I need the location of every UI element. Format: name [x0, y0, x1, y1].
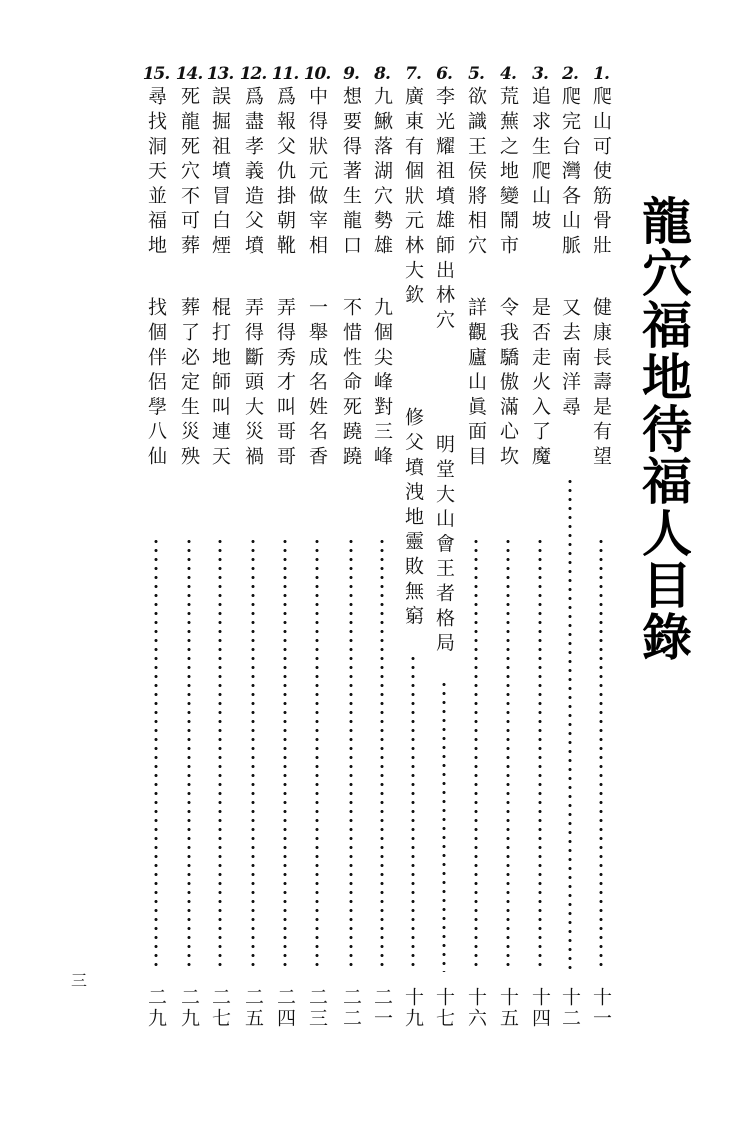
entry-heading: 九鰍落湖穴勢雄: [371, 86, 393, 260]
leader-dots: [442, 680, 446, 972]
entry-subheading: 找個伴侶學八仙: [145, 297, 167, 471]
entry-page-number: 十六: [465, 987, 487, 1029]
entry-page-number: 二九: [178, 987, 200, 1029]
entry-subheading: 弄得秀才叫哥哥: [274, 297, 296, 471]
entry-number: 5.: [468, 64, 484, 84]
toc-entry-8[interactable]: [367, 62, 397, 1042]
entry-page-number: 二一: [371, 987, 393, 1029]
entry-page-number: 十四: [529, 987, 551, 1029]
entry-page-number: 二二: [340, 987, 362, 1029]
toc-entry-6[interactable]: [429, 62, 459, 1042]
leader-dots: [599, 537, 603, 972]
entry-heading: 誤掘祖墳冒白煙: [209, 86, 231, 260]
leader-dots: [538, 537, 542, 972]
toc-entry-5[interactable]: [461, 62, 491, 1042]
entry-heading: 爲盡孝義造父墳: [242, 86, 264, 260]
entry-page-number: 十七: [433, 987, 455, 1029]
entry-page-number: 十五: [497, 987, 519, 1029]
toc-entry-12[interactable]: [238, 62, 268, 1042]
entry-page-number: 二四: [274, 987, 296, 1029]
entry-page-number: 二五: [242, 987, 264, 1029]
entry-subheading: 修父墳洩地靈敗無窮: [402, 407, 424, 631]
toc-entry-2[interactable]: [555, 62, 585, 1042]
leader-dots: [283, 537, 287, 972]
entry-heading: 尋找洞天並福地: [145, 86, 167, 260]
leader-dots: [474, 537, 478, 972]
entry-page-number: 十一: [590, 987, 612, 1029]
entry-number: 6.: [436, 64, 452, 84]
toc-entry-15[interactable]: [141, 62, 171, 1042]
entry-subheading: 令我驕傲滿心坎: [497, 297, 519, 471]
entry-heading: 想要得著生龍口: [340, 86, 362, 260]
entry-page-number: 十二: [559, 987, 581, 1029]
entry-number: 4.: [500, 64, 516, 84]
entry-subheading: 一舉成名姓名香: [306, 297, 328, 471]
toc-entry-1[interactable]: [586, 62, 616, 1042]
entry-number: 10.: [303, 64, 331, 84]
leader-dots: [506, 537, 510, 972]
entry-heading: 爬完台灣各山脈: [559, 86, 581, 260]
toc-entry-4[interactable]: [493, 62, 523, 1042]
toc-entry-13[interactable]: [205, 62, 235, 1042]
toc-entry-7[interactable]: [398, 62, 428, 1042]
entry-heading: 爲報父仇掛朝靴: [274, 86, 296, 260]
toc-entry-11[interactable]: [270, 62, 300, 1042]
entry-heading: 中得狀元做宰相: [306, 86, 328, 260]
entry-subheading: 不惜性命死蹺蹺: [340, 297, 362, 471]
entry-subheading: 葬了必定生災殃: [178, 297, 200, 471]
entry-subheading: 健康長壽是有望: [590, 297, 612, 471]
entry-heading: 爬山可使筋骨壯: [590, 86, 612, 260]
entry-subheading: 九個尖峰對三峰: [371, 297, 393, 471]
entry-number: 12.: [239, 64, 267, 84]
entry-page-number: 二九: [145, 987, 167, 1029]
leader-dots: [568, 477, 572, 972]
toc-entry-3[interactable]: [525, 62, 555, 1042]
entry-subheading: 明堂大山會王者格局: [433, 434, 455, 658]
entry-number: 2.: [562, 64, 578, 84]
entry-subheading: 是否走火入了魔: [529, 297, 551, 471]
toc-entry-9[interactable]: [336, 62, 366, 1042]
entry-heading: 追求生爬山坡: [529, 86, 551, 235]
entry-number: 8.: [374, 64, 390, 84]
page-title: 龍穴福地待福人目錄: [634, 195, 692, 663]
entry-subheading: 詳觀廬山眞面目: [465, 297, 487, 471]
leader-dots: [411, 654, 415, 972]
entry-heading: 死龍死穴不可葬: [178, 86, 200, 260]
toc-entry-14[interactable]: [174, 62, 204, 1042]
entry-heading: 李光耀祖墳雄師出林穴: [433, 86, 455, 334]
leader-dots: [218, 537, 222, 972]
toc-entry-10[interactable]: [302, 62, 332, 1042]
entry-heading: 荒蕪之地變鬧市: [497, 86, 519, 260]
entry-subheading: 又去南洋尋: [559, 297, 581, 421]
entry-number: 1.: [593, 64, 609, 84]
leader-dots: [251, 537, 255, 972]
entry-heading: 廣東有個狀元林大欽: [402, 86, 424, 310]
folio-page-number: 三: [71, 971, 88, 990]
entry-subheading: 弄得斷頭大災禍: [242, 297, 264, 471]
entry-subheading: 棍打地師叫連天: [209, 297, 231, 471]
entry-number: 14.: [175, 64, 203, 84]
entry-page-number: 十九: [402, 987, 424, 1029]
entry-number: 9.: [343, 64, 359, 84]
leader-dots: [187, 537, 191, 972]
entry-number: 7.: [405, 64, 421, 84]
entry-number: 3.: [532, 64, 548, 84]
entry-heading: 欲識王侯將相穴: [465, 86, 487, 260]
entry-number: 13.: [206, 64, 234, 84]
leader-dots: [380, 537, 384, 972]
entry-number: 15.: [142, 64, 170, 84]
entry-number: 11.: [271, 64, 299, 84]
leader-dots: [349, 537, 353, 972]
entry-page-number: 二三: [306, 987, 328, 1029]
leader-dots: [154, 537, 158, 972]
entry-page-number: 二七: [209, 987, 231, 1029]
leader-dots: [315, 537, 319, 972]
